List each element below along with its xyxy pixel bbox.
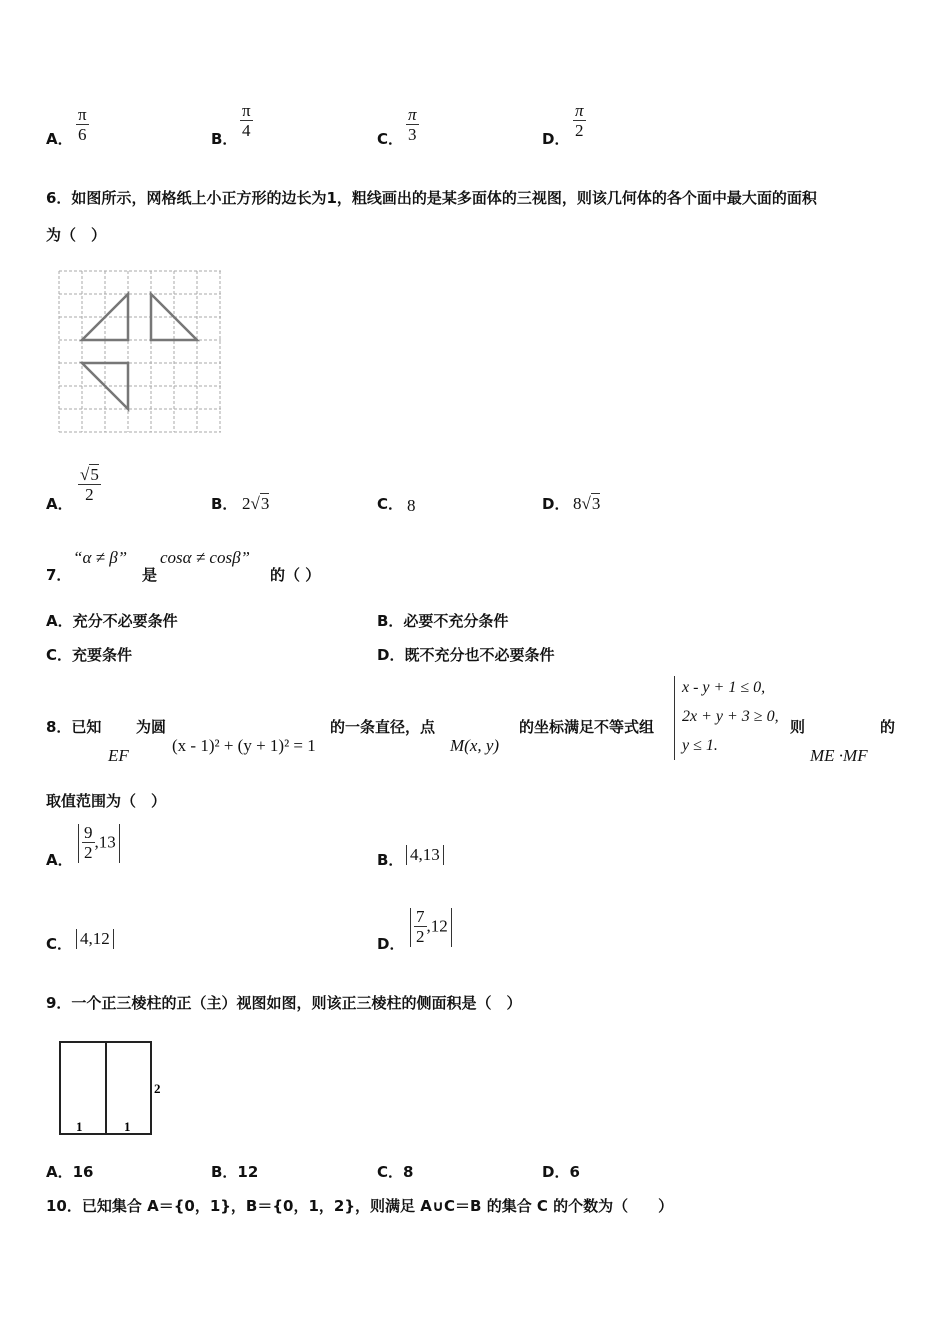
q6-option-a[interactable]: A． [46,495,73,513]
q5-option-a-fraction: $\frac{\pi}{6}$ [78,105,87,144]
q5-option-d[interactable]: D． [542,130,570,148]
q8-text-4: 的坐标满足不等式组 [519,718,655,736]
q8-option-d[interactable]: D． [377,935,405,953]
q6-option-c-value: 8 [407,496,416,515]
q6-option-b[interactable]: B． [211,495,238,513]
label-height: 2 [154,1081,161,1096]
q9-stem: 9．一个正三棱柱的正（主）视图如图，则该正三棱柱的侧面积是（ ） [46,994,522,1012]
q8-inequality-2: 2x + y + 3 ≥ 0, [682,708,779,725]
q7-condition-1: “α ≠ β” [73,548,128,567]
q8-circle-equation: (x - 1)² + (y + 1)² = 1 [172,736,316,755]
q5-option-b-fraction: $\frac{\pi}{4}$ [242,101,251,140]
q7-option-c[interactable]: C．充要条件 [46,646,133,664]
q6-option-a-value: $\frac{√5}{2}$ [80,465,99,504]
q5-option-d-fraction: $\frac{\pi}{2}$ [575,101,584,140]
q9-option-a[interactable]: A．16 [46,1163,94,1181]
q8-system-brace [674,676,677,760]
q8-text-3: 的一条直径，点 [330,718,436,736]
q7-option-d[interactable]: D．既不充分也不必要条件 [377,646,555,664]
q7-option-a[interactable]: A．充分不必要条件 [46,612,178,630]
q7-connector: 是 [142,566,158,584]
q5-option-a[interactable]: A． [46,130,73,148]
q8-text-2: 为圆 [136,718,167,736]
grid-lines [59,271,221,432]
q8-inequality-3: y ≤ 1. [682,737,718,754]
q8-option-b[interactable]: B． [377,851,404,869]
q9-option-d[interactable]: D．6 [542,1163,580,1181]
q6-stem-line2: 为（ ） [46,226,107,244]
q8-text-5: 则 [790,718,806,736]
q9-option-b[interactable]: B．12 [211,1163,259,1181]
q8-point-m: M(x, y) [450,736,500,755]
q6-option-d-value: 8√3 [573,494,601,513]
q6-stem-line1: 6．如图所示，网格纸上小正方形的边长为1，粗线画出的是某多面体的三视图，则该几何体的各个面中最大面的面积 [46,189,817,207]
q9-option-c[interactable]: C．8 [377,1163,414,1181]
q8-option-a[interactable]: A． [46,851,73,869]
q8-option-a-value: $\frac{9}{2}$ ,13 [78,824,120,863]
q8-stem-line2: 取值范围为（ ） [46,792,167,810]
q8-option-d-value: $\frac{7}{2}$ ,12 [410,908,452,947]
q7-suffix: 的（ ） [270,566,321,584]
q8-option-c-value: 4,12 [76,929,114,949]
q6-option-c[interactable]: C． [377,495,404,513]
q7-option-b[interactable]: B．必要不充分条件 [377,612,509,630]
label-bottom-left: 1 [76,1119,83,1134]
q8-option-c[interactable]: C． [46,935,73,953]
q8-dot-product: ME ·MF [810,746,868,765]
q9-front-view-figure [56,1036,176,1140]
q6-three-view-figure [56,268,226,438]
q7-number: 7． [46,566,72,584]
q6-option-d[interactable]: D． [542,495,570,513]
q6-option-b-value: 2√3 [242,494,270,513]
q8-segment-ef: EF [108,746,129,765]
q5-option-b[interactable]: B． [211,130,238,148]
q5-option-c-fraction: $\frac{\pi}{3}$ [408,105,417,144]
q8-inequality-1: x - y + 1 ≤ 0, [682,679,766,696]
q5-option-c[interactable]: C． [377,130,404,148]
q8-text-1: 8．已知 [46,718,102,736]
label-bottom-right: 1 [124,1119,131,1134]
q8-option-b-value: 4,13 [406,845,444,865]
q10-stem: 10．已知集合 A＝{0，1}，B＝{0，1，2}，则满足 A∪C＝B 的集合 C 的个数为（ ） [46,1197,674,1215]
q7-condition-2: cosα ≠ cosβ” [160,548,250,567]
q8-text-6: 的 [880,718,896,736]
